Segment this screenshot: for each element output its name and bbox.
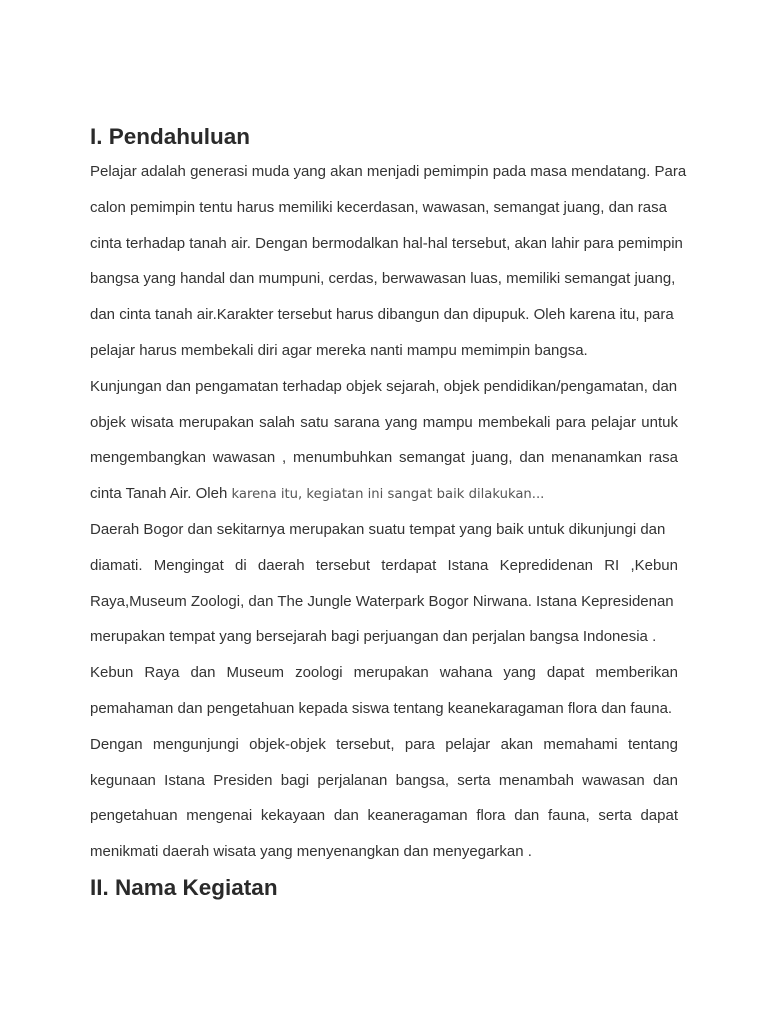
paragraph-line: pemahaman dan pengetahuan kepada siswa tentang keanekaragaman flora dan fauna. bbox=[90, 699, 673, 717]
paragraph-line: calon pemimpin tentu harus memiliki kecerdasan, wawasan, semangat juang, dan rasa bbox=[90, 198, 667, 216]
paragraph-line: merupakan tempat yang bersejarah bagi perjuangan dan perjalan bangsa Indonesia . bbox=[90, 628, 657, 646]
paragraph-line: pengetahuan mengenai kekayaan dan keaneragaman flora dan fauna, serta dapat bbox=[90, 807, 678, 825]
paragraph-pendahuluan-1 bbox=[90, 163, 687, 378]
paragraph-line: Kunjungan dan pengamatan terhadap objek sejarah, objek pendidikan/pengamatan, dan bbox=[90, 377, 678, 395]
paragraph-line: Pelajar adalah generasi muda yang akan menjadi pemimpin pada masa mendatang. Para bbox=[90, 163, 687, 180]
paragraph-line: Daerah Bogor dan sekitarnya merupakan suatu tempat yang baik untuk dikunjungi dan bbox=[90, 520, 666, 538]
paragraph-line: dan cinta tanah air.Karakter tersebut harus dibangun dan dipupuk. Oleh karena itu, para bbox=[90, 306, 674, 324]
paragraph-line: objek wisata merupakan salah satu sarana yang mampu membekali para pelajar untuk bbox=[90, 413, 678, 431]
paragraph-line: pelajar harus membekali diri agar mereka nanti mampu memimpin bangsa. bbox=[90, 341, 588, 359]
paragraph-text-alt-font: karena itu, kegiatan ini sangat baik dilakukan... bbox=[231, 487, 545, 503]
paragraph-line: Kebun Raya dan Museum zoologi merupakan wahana yang dapat memberikan bbox=[90, 664, 678, 682]
paragraph-line: diamati. Mengingat di daerah tersebut terdapat Istana Kepredidenan RI ,Kebun bbox=[90, 556, 678, 574]
paragraph-line: cinta terhadap tanah air. Dengan bermodalkan hal-hal tersebut, akan lahir para pemimpin bbox=[90, 234, 683, 252]
paragraph-pendahuluan-3 bbox=[90, 521, 678, 879]
paragraph-line-mixed bbox=[90, 485, 678, 521]
document-page bbox=[90, 124, 687, 900]
paragraph-text: cinta Tanah Air. Oleh bbox=[90, 485, 232, 503]
paragraph-line: bangsa yang handal dan mumpuni, cerdas, berwawasan luas, memiliki semangat juang, bbox=[90, 270, 676, 288]
paragraph-line: Dengan mengunjungi objek-objek tersebut, para pelajar akan memahami tentang bbox=[90, 735, 678, 753]
paragraph-line: menikmati daerah wisata yang menyenangkan dan menyegarkan . bbox=[90, 843, 532, 861]
section-heading-pendahuluan: I. Pendahuluan bbox=[90, 124, 251, 149]
section-heading-nama-kegiatan: II. Nama Kegiatan bbox=[90, 874, 278, 900]
paragraph-line: kegunaan Istana Presiden bagi perjalanan bangsa, serta menambah wawasan dan bbox=[90, 771, 678, 789]
paragraph-pendahuluan-2 bbox=[90, 378, 678, 521]
paragraph-line: mengembangkan wawasan , menumbuhkan semangat juang, dan menanamkan rasa bbox=[90, 449, 678, 467]
paragraph-line: Raya,Museum Zoologi, dan The Jungle Waterpark Bogor Nirwana. Istana Kepresidenan bbox=[90, 592, 674, 610]
